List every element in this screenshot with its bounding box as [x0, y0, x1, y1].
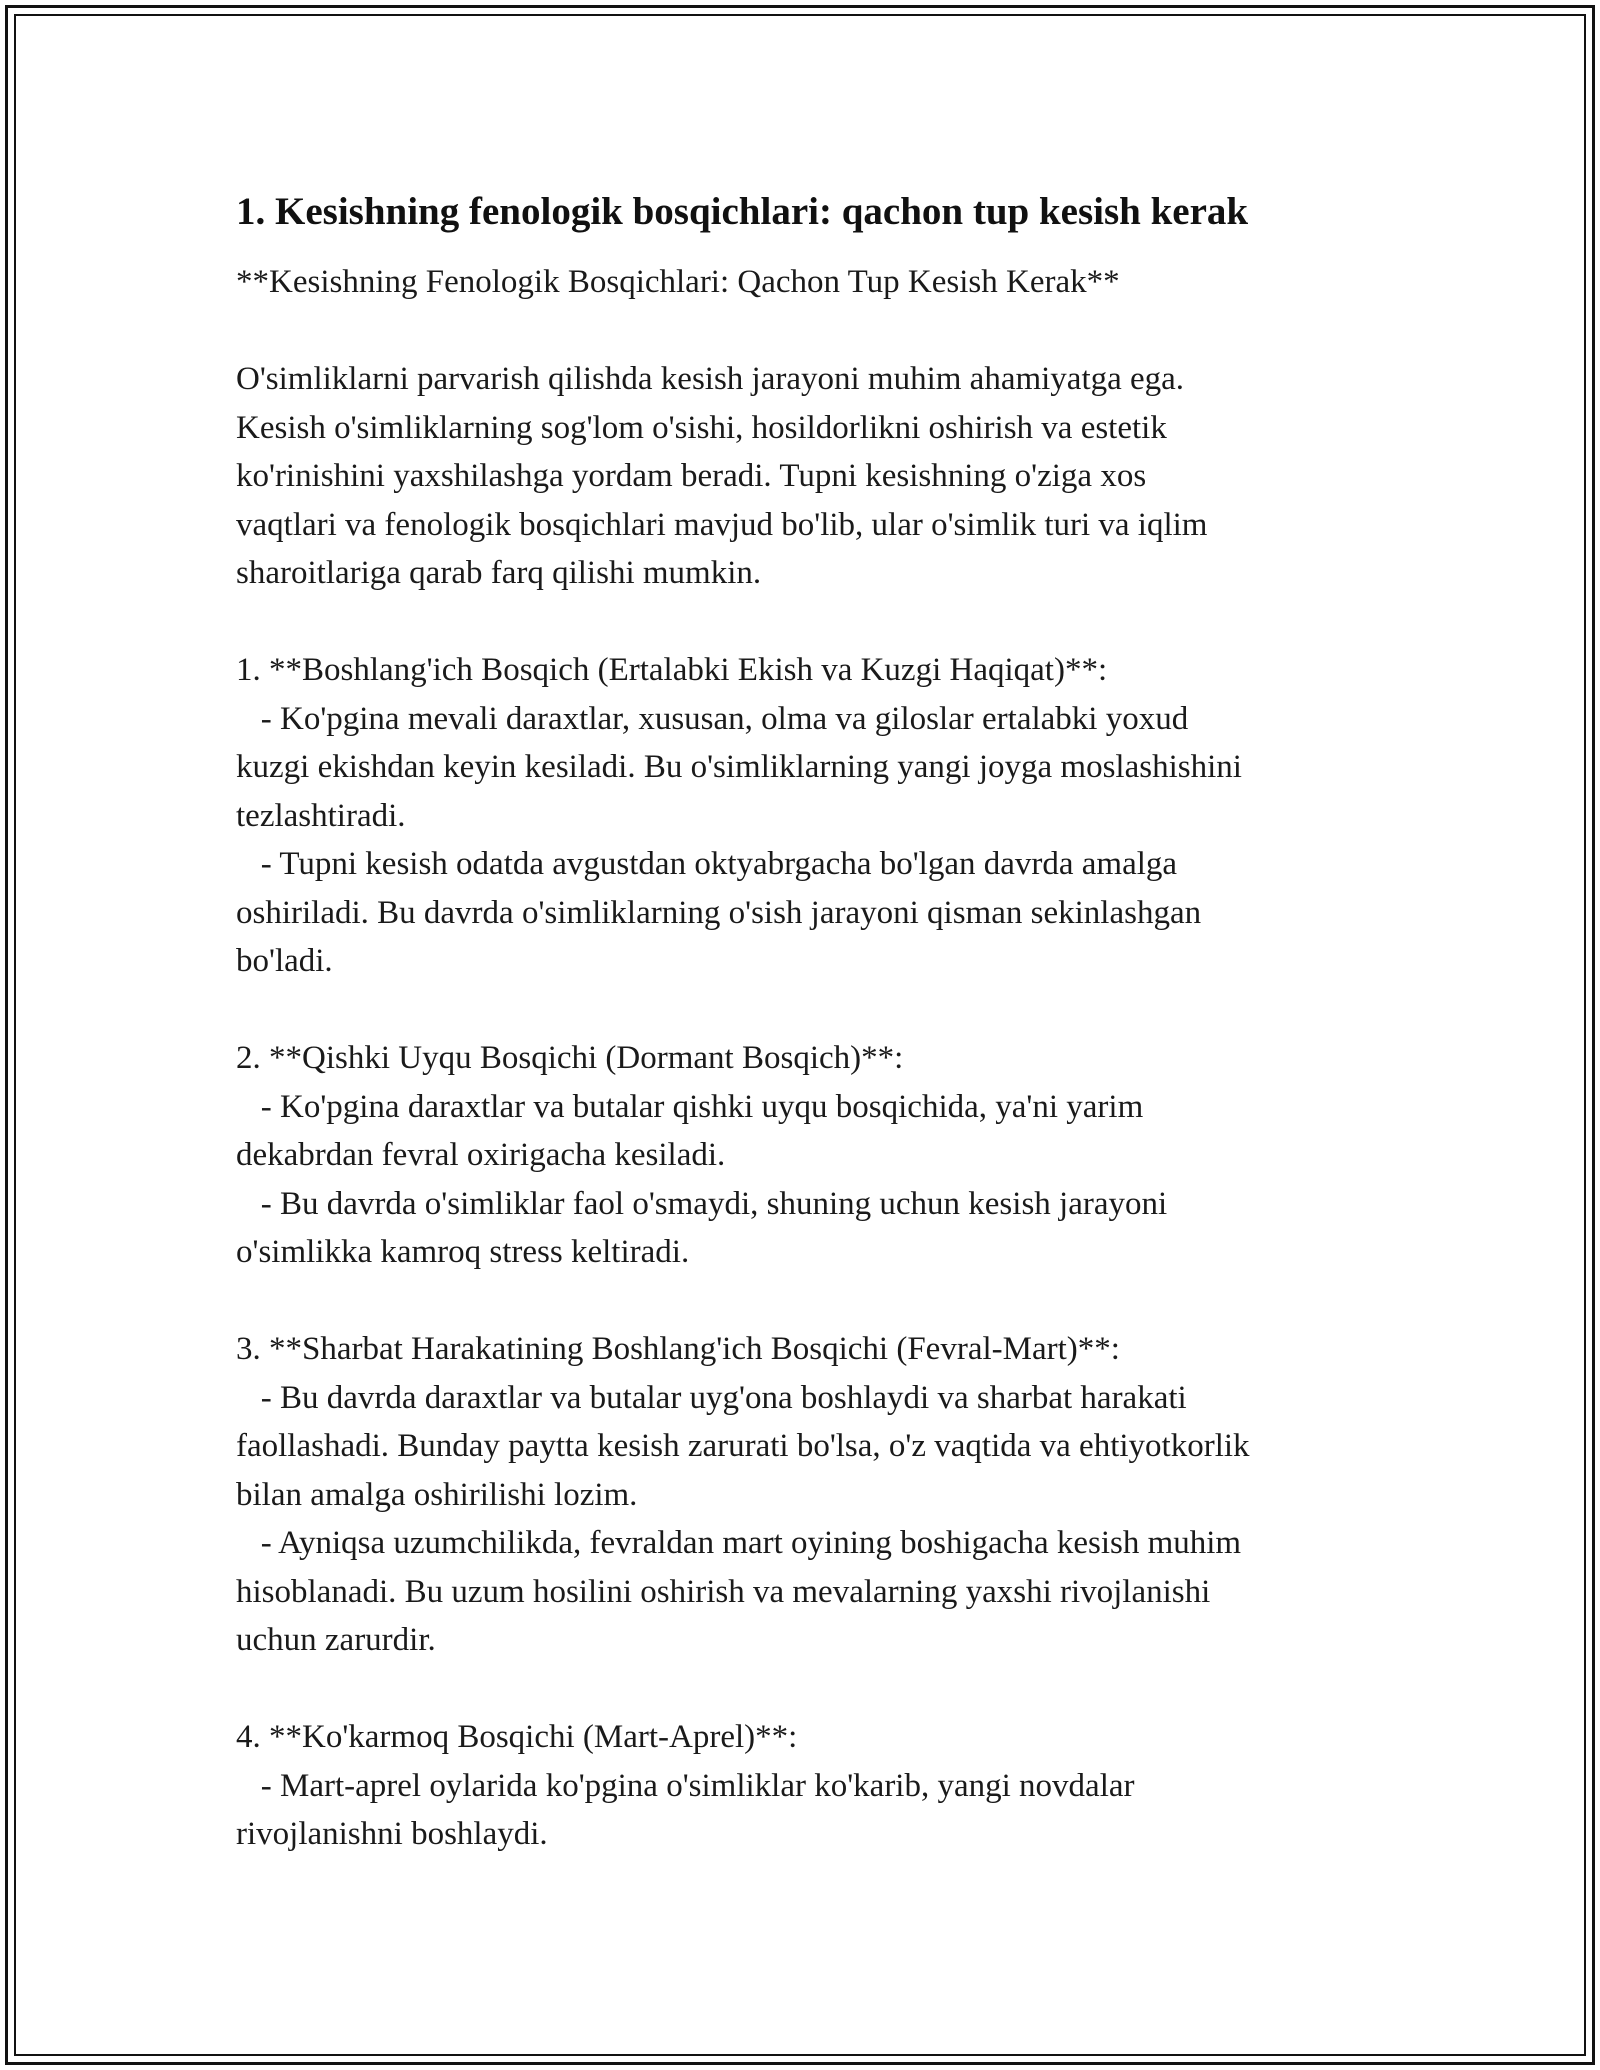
document-body: **Kesishning Fenologik Bosqichlari: Qachon Tup Kesish Kerak** O'simliklarni parvarish qilishda kesish jarayoni muhim ahamiyatga ega. Kesish o'simliklarning sog'lom o'sishi, hosildorlikni oshirish va estetik ko'rinishini yaxshilashga yordam beradi. Tupni kesishning o'ziga xos vaqtlari va fenologik bosqichlari mavjud bo'lib, ular o'simlik turi va iqlim sharoitlariga qarab farq qilishi mumkin. 1. **Boshlang'ich Bosqich (Ertalabki Ekish va Kuzgi Haqiqat)**: - Ko'pgina mevali daraxtlar, xususan, olma va giloslar ertalabki yoxud kuzgi ekishdan keyin kesiladi. Bu o'simliklarning yangi joyga moslashishini tezlashtiradi. - Tupni kesish odatda avgustdan oktyabrgacha bo'lgan davrda amalga oshiriladi. Bu davrda o'simliklarning o'sish jarayoni qisman sekinlashgan bo'ladi. 2. **Qishki Uyqu Bosqichi (Dormant Bosqich)**: - Ko'pgina daraxtlar va butalar qishki uyqu bosqichida, ya'ni yarim dekabrdan fevral oxirigacha kesiladi. - Bu davrda o'simliklar faol o'smaydi, shuning uchun kesish jarayoni o'simlikka kamroq stress keltiradi. 3. **Sharbat Harakatining Boshlang'ich Bosqichi (Fevral-Mart)**: - Bu davrda daraxtlar va butalar uyg'ona boshlaydi va sharbat harakati faollashadi. Bunday paytta kesish zarurati bo'lsa, o'z vaqtida va ehtiyotkorlik bilan amalga oshirilishi lozim. - Ayniqsa uzumchilikda, fevraldan mart oyining boshigacha kesish muhim hisoblanadi. Bu uzum hosilini oshirish va mevalarning yaxshi rivojlanishi uchun zarurdir. 4. **Ko'karmoq Bosqichi (Mart-Aprel)**: - Mart-aprel oylarida ko'pgina o'simliklar ko'karib, yangi novdalar rivojlanishni boshlaydi.	[236, 264, 1250, 1852]
document-heading: 1. Kesishning fenologik bosqichlari: qachon tup kesish kerak	[236, 190, 1249, 233]
document-page	[236, 186, 1376, 1859]
